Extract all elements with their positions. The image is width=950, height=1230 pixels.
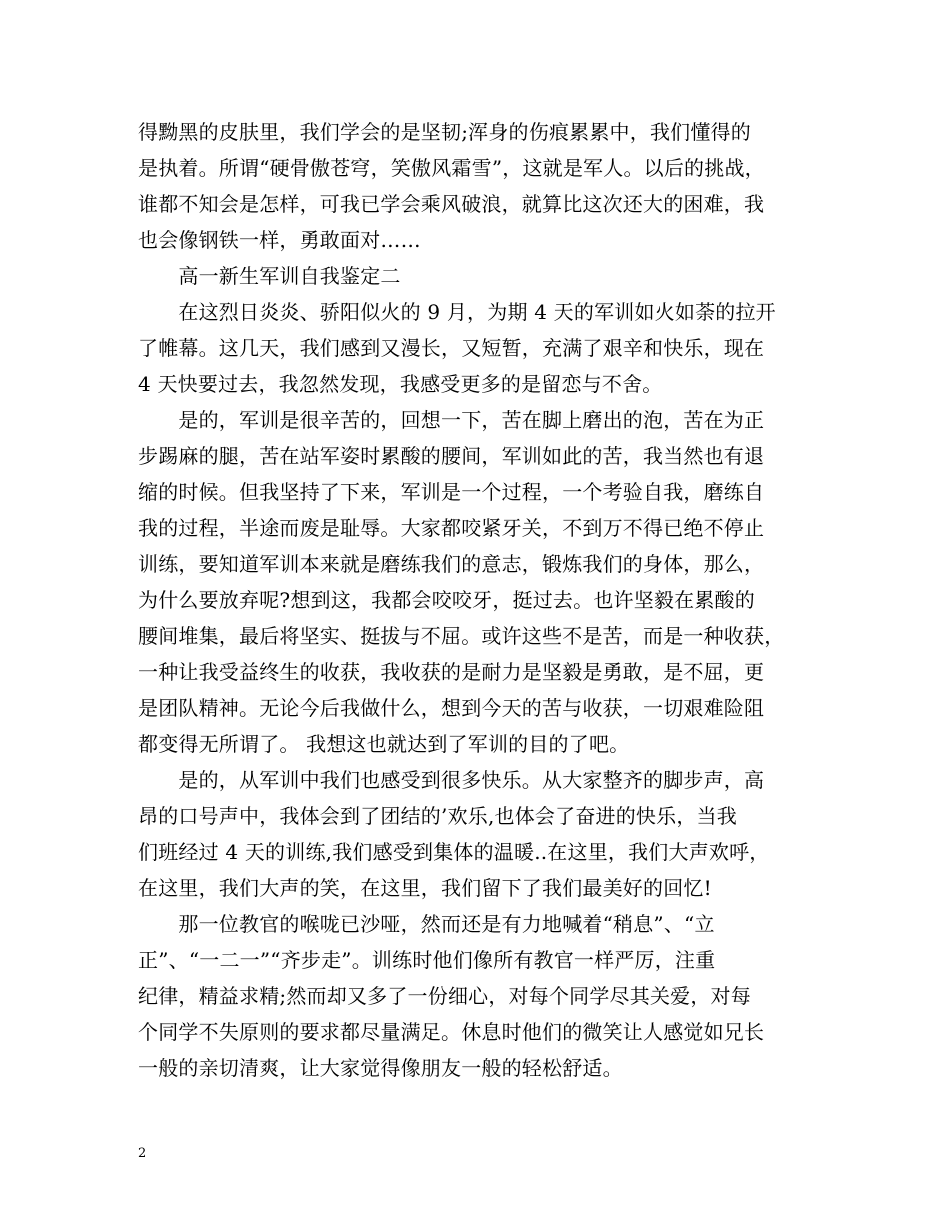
text-line: 也会像钢铁一样，勇敢面对……: [138, 228, 421, 252]
text-line: 昂的口号声中，我体会到了团结的’欢乐,也体会了奋进的快乐，当我: [138, 804, 737, 828]
text-line: 们班经过 4 天的训练,我们感受到集体的温暖..在这里，我们大声欢呼，: [138, 840, 770, 864]
body-text: [138, 114, 818, 1086]
text-line: 个同学不失原则的要求都尽量满足。休息时他们的微笑让人感觉如兄长: [138, 1020, 765, 1044]
text-line: 在这烈日炎炎、骄阳似火的 9 月，为期 4 天的军训如火如荼的拉开: [138, 300, 776, 324]
text-line: 是的，军训是很辛苦的，回想一下，苦在脚上磨出的泡，苦在为正: [138, 408, 765, 432]
text-line: 是团队精神。无论今后我做什么，想到今天的苦与收获，一切艰难险阻: [138, 696, 765, 720]
text-line: 为什么要放弃呢?想到这，我都会咬咬牙，挺过去。也许坚毅在累酸的: [138, 588, 755, 612]
text-line: 那一位教官的喉咙已沙哑，然而还是有力地喊着“稍息”、“立: [138, 912, 715, 936]
text-line: 正”、“一二一”“齐步走”。训练时他们像所有教官一样严厉，注重: [138, 948, 716, 972]
text-line: 我的过程，半途而废是耻辱。大家都咬紧牙关，不到万不得已绝不停止: [138, 516, 765, 540]
text-line: 是的，从军训中我们也感受到很多快乐。从大家整齐的脚步声，高: [138, 768, 765, 792]
page-number: 2: [138, 1146, 147, 1161]
text-line: 是执着。所谓“硬骨傲苍穹，笑傲风霜雪”，这就是军人。以后的挑战，: [138, 156, 765, 180]
text-line: 一种让我受益终生的收获，我收获的是耐力是坚毅是勇敢，是不屈，更: [138, 660, 765, 684]
text-line: 高一新生军训自我鉴定二: [138, 264, 401, 288]
text-line: 在这里，我们大声的笑，在这里，我们留下了我们最美好的回忆!: [138, 876, 712, 900]
text-line: 腰间堆集，最后将坚实、挺拔与不屈。或许这些不是苦，而是一种收获，: [138, 624, 785, 648]
text-line: 训练，要知道军训本来就是磨练我们的意志，锻炼我们的身体，那么，: [138, 552, 765, 576]
text-line: 都变得无所谓了。 我想这也就达到了军训的目的了吧。: [138, 732, 630, 756]
text-line: 步踢麻的腿，苦在站军姿时累酸的腰间，军训如此的苦，我当然也有退: [138, 444, 765, 468]
text-line: 纪律，精益求精;然而却又多了一份细心，对每个同学尽其关爱，对每: [138, 984, 751, 1008]
text-line: 4 天快要过去，我忽然发现，我感受更多的是留恋与不舍。: [138, 372, 663, 396]
text-line: 了帷幕。这几天，我们感到又漫长，又短暂，充满了艰辛和快乐，现在: [138, 336, 765, 360]
text-line: 缩的时候。但我坚持了下来，军训是一个过程，一个考验自我，磨练自: [138, 480, 765, 504]
text-line: 得黝黑的皮肤里，我们学会的是坚韧;浑身的伤痕累累中，我们懂得的: [138, 120, 751, 144]
text-line: 一般的亲切清爽，让大家觉得像朋友一般的轻松舒适。: [138, 1056, 623, 1080]
text-line: 谁都不知会是怎样，可我已学会乘风破浪，就算比这次还大的困难，我: [138, 192, 765, 216]
